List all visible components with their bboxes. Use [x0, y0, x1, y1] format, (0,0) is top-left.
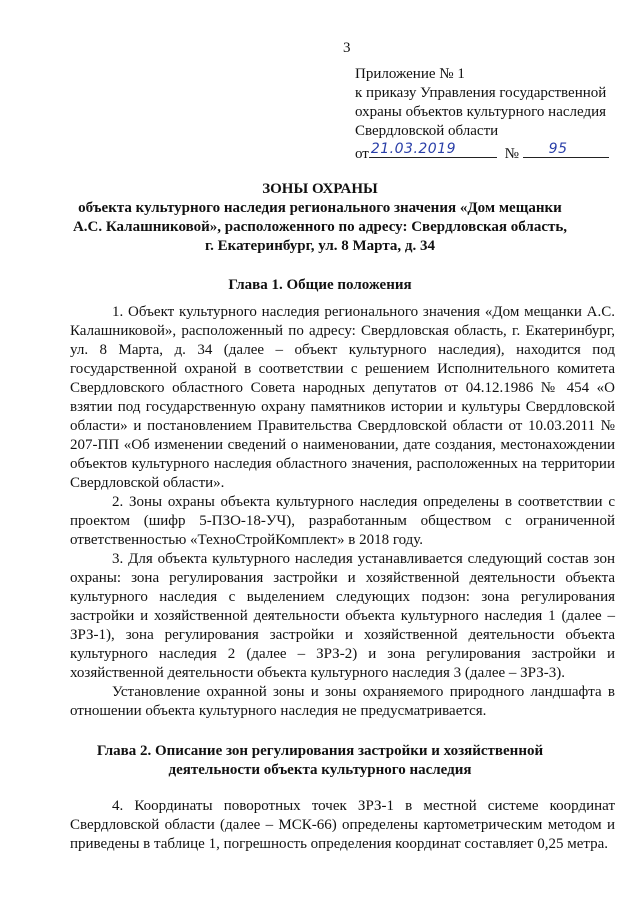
paragraph-2: 2. Зоны охраны объекта культурного наследия определены в соответствии с проектом (шифр 5-ПЗО-18-УЧ), разработанным обществом с ограниченной ответственностью «ТехноСтройКомплект» в 2018 году.	[70, 494, 615, 548]
paragraph-1: 1. Объект культурного наследия регионального значения «Дом мещанки А.С. Калашниковой», расположенный по адресу: Свердловская область, г. Екатеринбург, ул. 8 Марта, д. 34 (далее – объект культурного наследия), находится под государственной охраной в соответствии с решением Исполнительного комитета Свердловского областного Совета народных депутатов от 04.12.1986 № 454 «О взятии под государственную охрану памятников истории и культуры Свердловской области» и постановлением Правительства Свердловской области от 10.03.2011 № 207-ПП «Об изменении сведений о наименовании, дате создания, местонахождении объектов культурного наследия областного значения, расположенных на территории Свердловской области».	[70, 304, 615, 491]
handwritten-date: 21.03.2019	[370, 141, 457, 157]
appendix-authority-line: охраны объектов культурного наследия	[355, 104, 607, 120]
appendix-title: Приложение № 1	[355, 66, 465, 82]
chapter-2-heading-line1: Глава 2. Описание зон регулирования застройки и хозяйственной	[96, 743, 544, 759]
paragraph-3-note: Установление охранной зоны и зоны охраняемого природного ландшафта в отношении объекта культурного наследия не предусматривается.	[70, 684, 615, 719]
date-prefix: от	[355, 146, 369, 162]
appendix-order-line: к приказу Управления государственной	[355, 85, 607, 101]
title-object-line2: А.С. Калашниковой», расположенного по адресу: Свердловская область,	[72, 219, 568, 235]
document-title	[70, 180, 570, 256]
number-field	[523, 141, 609, 158]
appendix-date-number-line	[355, 141, 625, 164]
date-field	[369, 141, 497, 158]
handwritten-number: 95	[548, 141, 568, 157]
title-object-line1: объекта культурного наследия регионального значения «Дом мещанки	[78, 200, 562, 216]
chapter-2-body	[70, 797, 615, 854]
chapter-2-heading	[70, 742, 570, 780]
title-object-line3: г. Екатеринбург, ул. 8 Марта, д. 34	[205, 238, 435, 254]
title-main: ЗОНЫ ОХРАНЫ	[262, 181, 378, 197]
page-number: 3	[343, 40, 351, 56]
chapter-1-body	[70, 303, 615, 721]
chapter-1-heading: Глава 1. Общие положения	[228, 277, 412, 293]
chapter-2-heading-line2: деятельности объекта культурного наследия	[168, 762, 472, 778]
number-prefix: №	[504, 146, 519, 162]
paragraph-3: 3. Для объекта культурного наследия устанавливается следующий состав зон охраны: зона регулирования застройки и хозяйственной деятельности объекта культурного наследия с выделением следующих подзон: зона регулирования застройки и хозяйственной деятельности объекта культурного наследия 1 (далее – ЗРЗ-1), зона регулирования застройки и хозяйственной деятельности объекта культурного наследия 2 (далее – ЗРЗ-2) и зона регулирования застройки и хозяйственной деятельности объекта культурного наследия 3 (далее – ЗРЗ-3).	[70, 551, 615, 681]
paragraph-4: 4. Координаты поворотных точек ЗРЗ-1 в местной системе координат Свердловской области (далее – МСК-66) определены картометрическим методом и приведены в таблице 1, погрешность определения координат составляет 0,25 метра.	[70, 798, 615, 852]
appendix-header	[355, 65, 625, 164]
appendix-region-line: Свердловской области	[355, 123, 499, 139]
